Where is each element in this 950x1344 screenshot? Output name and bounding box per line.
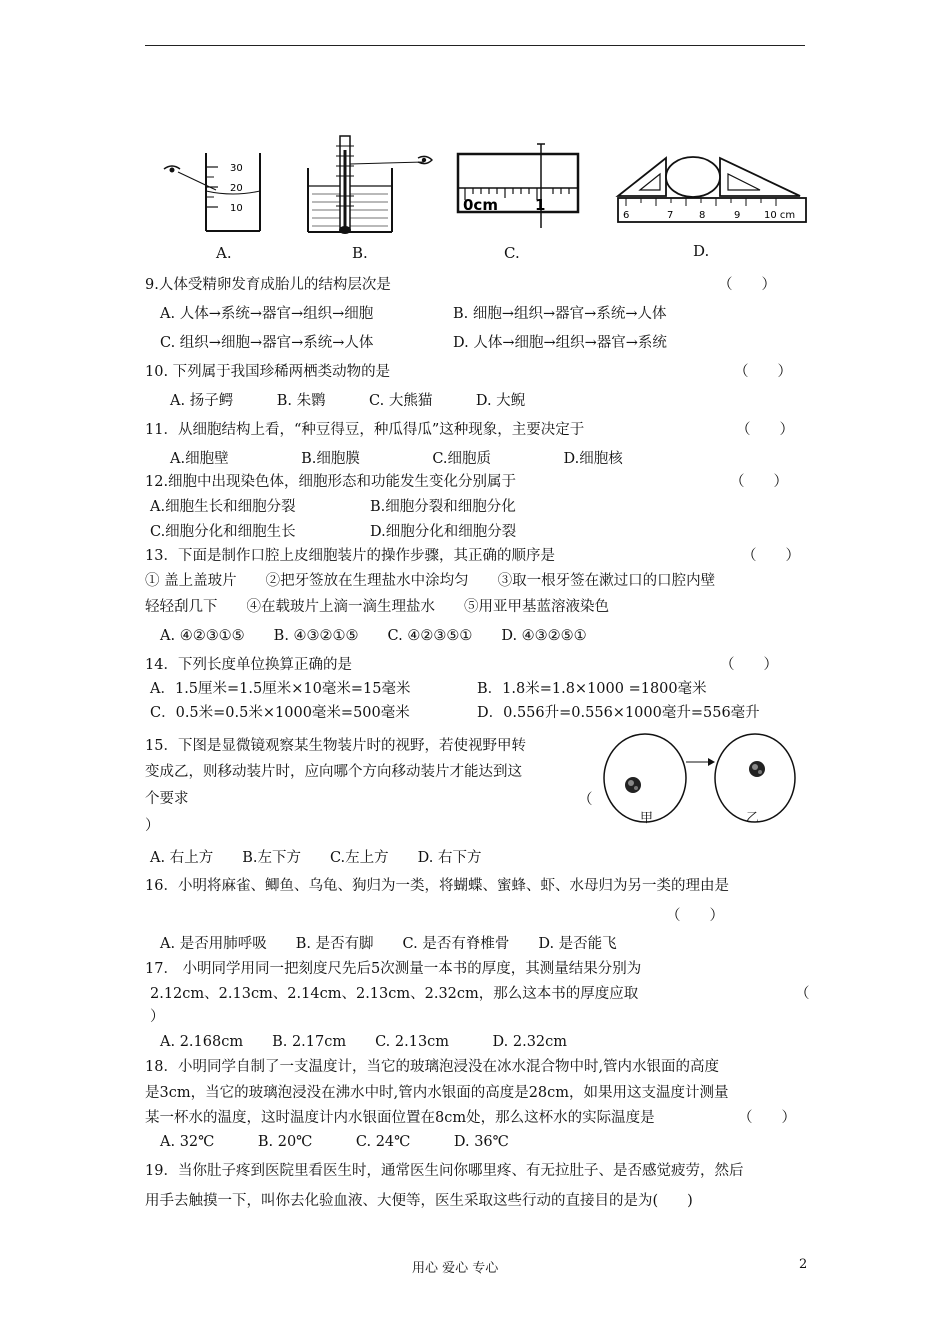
figure-a-tick-30: 30 bbox=[230, 163, 243, 174]
specimen-cell-yi bbox=[749, 761, 765, 777]
q10-options: A. 扬子鳄 B. 朱鹮 C. 大熊猫 D. 大鲵 bbox=[170, 393, 526, 409]
q13-answer-paren: （ ） bbox=[742, 548, 800, 564]
q15-paren-close: ） bbox=[145, 818, 160, 834]
q18-stem-line-2: 是3cm，当它的玻璃泡浸没在沸水中时,管内水银面的高度是28cm，如果用这支温度计测量 bbox=[145, 1085, 729, 1101]
q13-options: A. ④②③①⑤ B. ④③②①⑤ C. ④②③⑤① D. ④③②⑤① bbox=[160, 628, 587, 644]
q10-stem: 10. 下列属于我国珍稀两栖类动物的是 bbox=[145, 364, 391, 380]
q17-paren-close: ） bbox=[150, 1009, 165, 1025]
q12-answer-paren: （ ） bbox=[730, 474, 788, 490]
q9-option-d: D. 人体→细胞→组织→器官→系统 bbox=[453, 335, 667, 351]
q12-stem: 12.细胞中出现染色体，细胞形态和功能发生变化分别属于 bbox=[145, 474, 517, 490]
q15-stem-line-1: 15．下图是显微镜观察某生物装片时的视野，若使视野甲转 bbox=[145, 738, 526, 754]
q15-stem-line-2: 变成乙，则移动装片时，应向哪个方向移动装片才能达到这 bbox=[145, 764, 522, 780]
q18-answer-paren: （ ） bbox=[738, 1110, 796, 1126]
q19-stem-line-1: 19．当你肚子疼到医院里看医生时，通常医生问你哪里疼、有无拉肚子、是否感觉疲劳，然后 bbox=[145, 1163, 744, 1179]
page-number: 2 bbox=[799, 1257, 808, 1272]
q12-option-b: B.细胞分裂和细胞分化 bbox=[370, 499, 516, 515]
q12-option-d: D.细胞分化和细胞分裂 bbox=[370, 524, 517, 540]
q9-option-b: B. 细胞→组织→器官→系统→人体 bbox=[453, 306, 667, 322]
q14-option-d: D．0.556升=0.556×1000毫升=556毫升 bbox=[477, 705, 760, 721]
q10-answer-paren: （ ） bbox=[734, 364, 792, 380]
q9-stem: 9.人体受精卵发育成胎儿的结构层次是 bbox=[145, 277, 391, 293]
specimen-cell-jia bbox=[625, 777, 641, 793]
q15-stem-line-3: 个要求 bbox=[145, 791, 189, 807]
q11-options: A.细胞壁 B.细胞膜 C.细胞质 D.细胞核 bbox=[170, 451, 623, 467]
q13-steps-line-1: ① 盖上盖玻片 ②把牙签放在生理盐水中涂均匀 ③取一根牙签在漱过口的口腔内壁 bbox=[145, 573, 716, 589]
q15-label-jia: 甲 bbox=[640, 811, 654, 826]
q19-stem-line-2: 用手去触摸一下，叫你去化验血液、大便等，医生采取这些行动的直接目的是为( ) bbox=[145, 1193, 693, 1209]
figure-c-ruler bbox=[455, 138, 590, 230]
q14-stem: 14．下列长度单位换算正确的是 bbox=[145, 657, 352, 673]
figure-c-scale-0cm: 0cm bbox=[463, 196, 498, 214]
figure-c-scale-1: 1 bbox=[535, 196, 546, 214]
q15-paren-open: （ bbox=[578, 792, 593, 808]
q14-option-b: B．1.8米=1.8×1000 =1800毫米 bbox=[477, 681, 707, 697]
figure-a-tick-10: 10 bbox=[230, 203, 243, 214]
figure-label-d: D. bbox=[693, 242, 710, 260]
q18-stem-line-3: 某一杯水的温度，这时温度计内水银面位置在8cm处，那么这杯水的实际温度是 bbox=[145, 1110, 655, 1126]
q17-stem-line-1: 17． 小明同学用同一把刻度尺先后5次测量一本书的厚度，其测量结果分别为 bbox=[145, 961, 642, 977]
q11-answer-paren: （ ） bbox=[736, 422, 794, 438]
figure-d-triangles-ruler bbox=[614, 150, 810, 225]
q16-options: A. 是否用肺呼吸 B. 是否有脚 C. 是否有脊椎骨 D. 是否能飞 bbox=[160, 936, 617, 952]
q18-options: A. 32℃ B. 20℃ C. 24℃ D. 36℃ bbox=[160, 1134, 509, 1150]
q9-option-c: C. 组织→细胞→器官→系统→人体 bbox=[160, 335, 374, 351]
figure-label-c: C. bbox=[504, 244, 520, 262]
q13-stem: 13．下面是制作口腔上皮细胞装片的操作步骤，其正确的顺序是 bbox=[145, 548, 555, 564]
q14-option-c: C．0.5米=0.5米×1000毫米=500毫米 bbox=[150, 705, 410, 721]
q17-paren-open: （ bbox=[795, 986, 810, 1002]
q9-answer-paren: （ ） bbox=[718, 277, 776, 293]
q16-answer-paren: （ ） bbox=[666, 908, 724, 924]
q17-stem-line-2: 2.12cm、2.13cm、2.14cm、2.13cm、2.32cm，那么这本书的厚度应取 bbox=[150, 986, 639, 1002]
figure-d-scale-7: 7 bbox=[667, 210, 674, 221]
footer-motto: 用心 爱心 专心 bbox=[412, 1261, 499, 1276]
figure-d-scale-10cm: 10 cm bbox=[764, 210, 796, 221]
figure-d-scale-6: 6 bbox=[623, 210, 630, 221]
q14-answer-paren: （ ） bbox=[720, 657, 778, 673]
figure-a-tick-20: 20 bbox=[230, 183, 243, 194]
figure-label-b: B. bbox=[352, 244, 368, 262]
q15-microscope-views bbox=[600, 728, 810, 828]
q16-stem: 16．小明将麻雀、鲫鱼、乌龟、狗归为一类，将蝴蝶、蜜蜂、虾、水母归为另一类的理由是 bbox=[145, 878, 729, 894]
q9-option-a: A. 人体→系统→器官→组织→细胞 bbox=[160, 306, 374, 322]
q13-steps-line-2: 轻轻刮几下 ④在载玻片上滴一滴生理盐水 ⑤用亚甲基蓝溶液染色 bbox=[145, 599, 609, 615]
figure-a-graduated-cylinder bbox=[158, 145, 268, 240]
q15-options: A. 右上方 B.左下方 C.左上方 D. 右下方 bbox=[150, 850, 482, 866]
q14-option-a: A．1.5厘米=1.5厘米×10毫米=15毫米 bbox=[150, 681, 411, 697]
q12-option-a: A.细胞生长和细胞分裂 bbox=[150, 499, 296, 515]
q18-stem-line-1: 18．小明同学自制了一支温度计，当它的玻璃泡浸没在冰水混合物中时,管内水银面的高度 bbox=[145, 1059, 720, 1075]
q15-label-yi: 乙 bbox=[746, 811, 760, 826]
figure-b-thermometer-beaker bbox=[300, 132, 440, 240]
figure-d-scale-9: 9 bbox=[734, 210, 741, 221]
q11-stem: 11．从细胞结构上看，“种豆得豆，种瓜得瓜”这种现象，主要决定于 bbox=[145, 422, 585, 438]
figure-d-scale-8: 8 bbox=[699, 210, 706, 221]
q12-option-c: C.细胞分化和细胞生长 bbox=[150, 524, 296, 540]
q17-options: A. 2.168cm B. 2.17cm C. 2.13cm D. 2.32cm bbox=[160, 1034, 568, 1050]
figure-label-a: A. bbox=[216, 244, 232, 262]
header-rule bbox=[145, 45, 805, 46]
